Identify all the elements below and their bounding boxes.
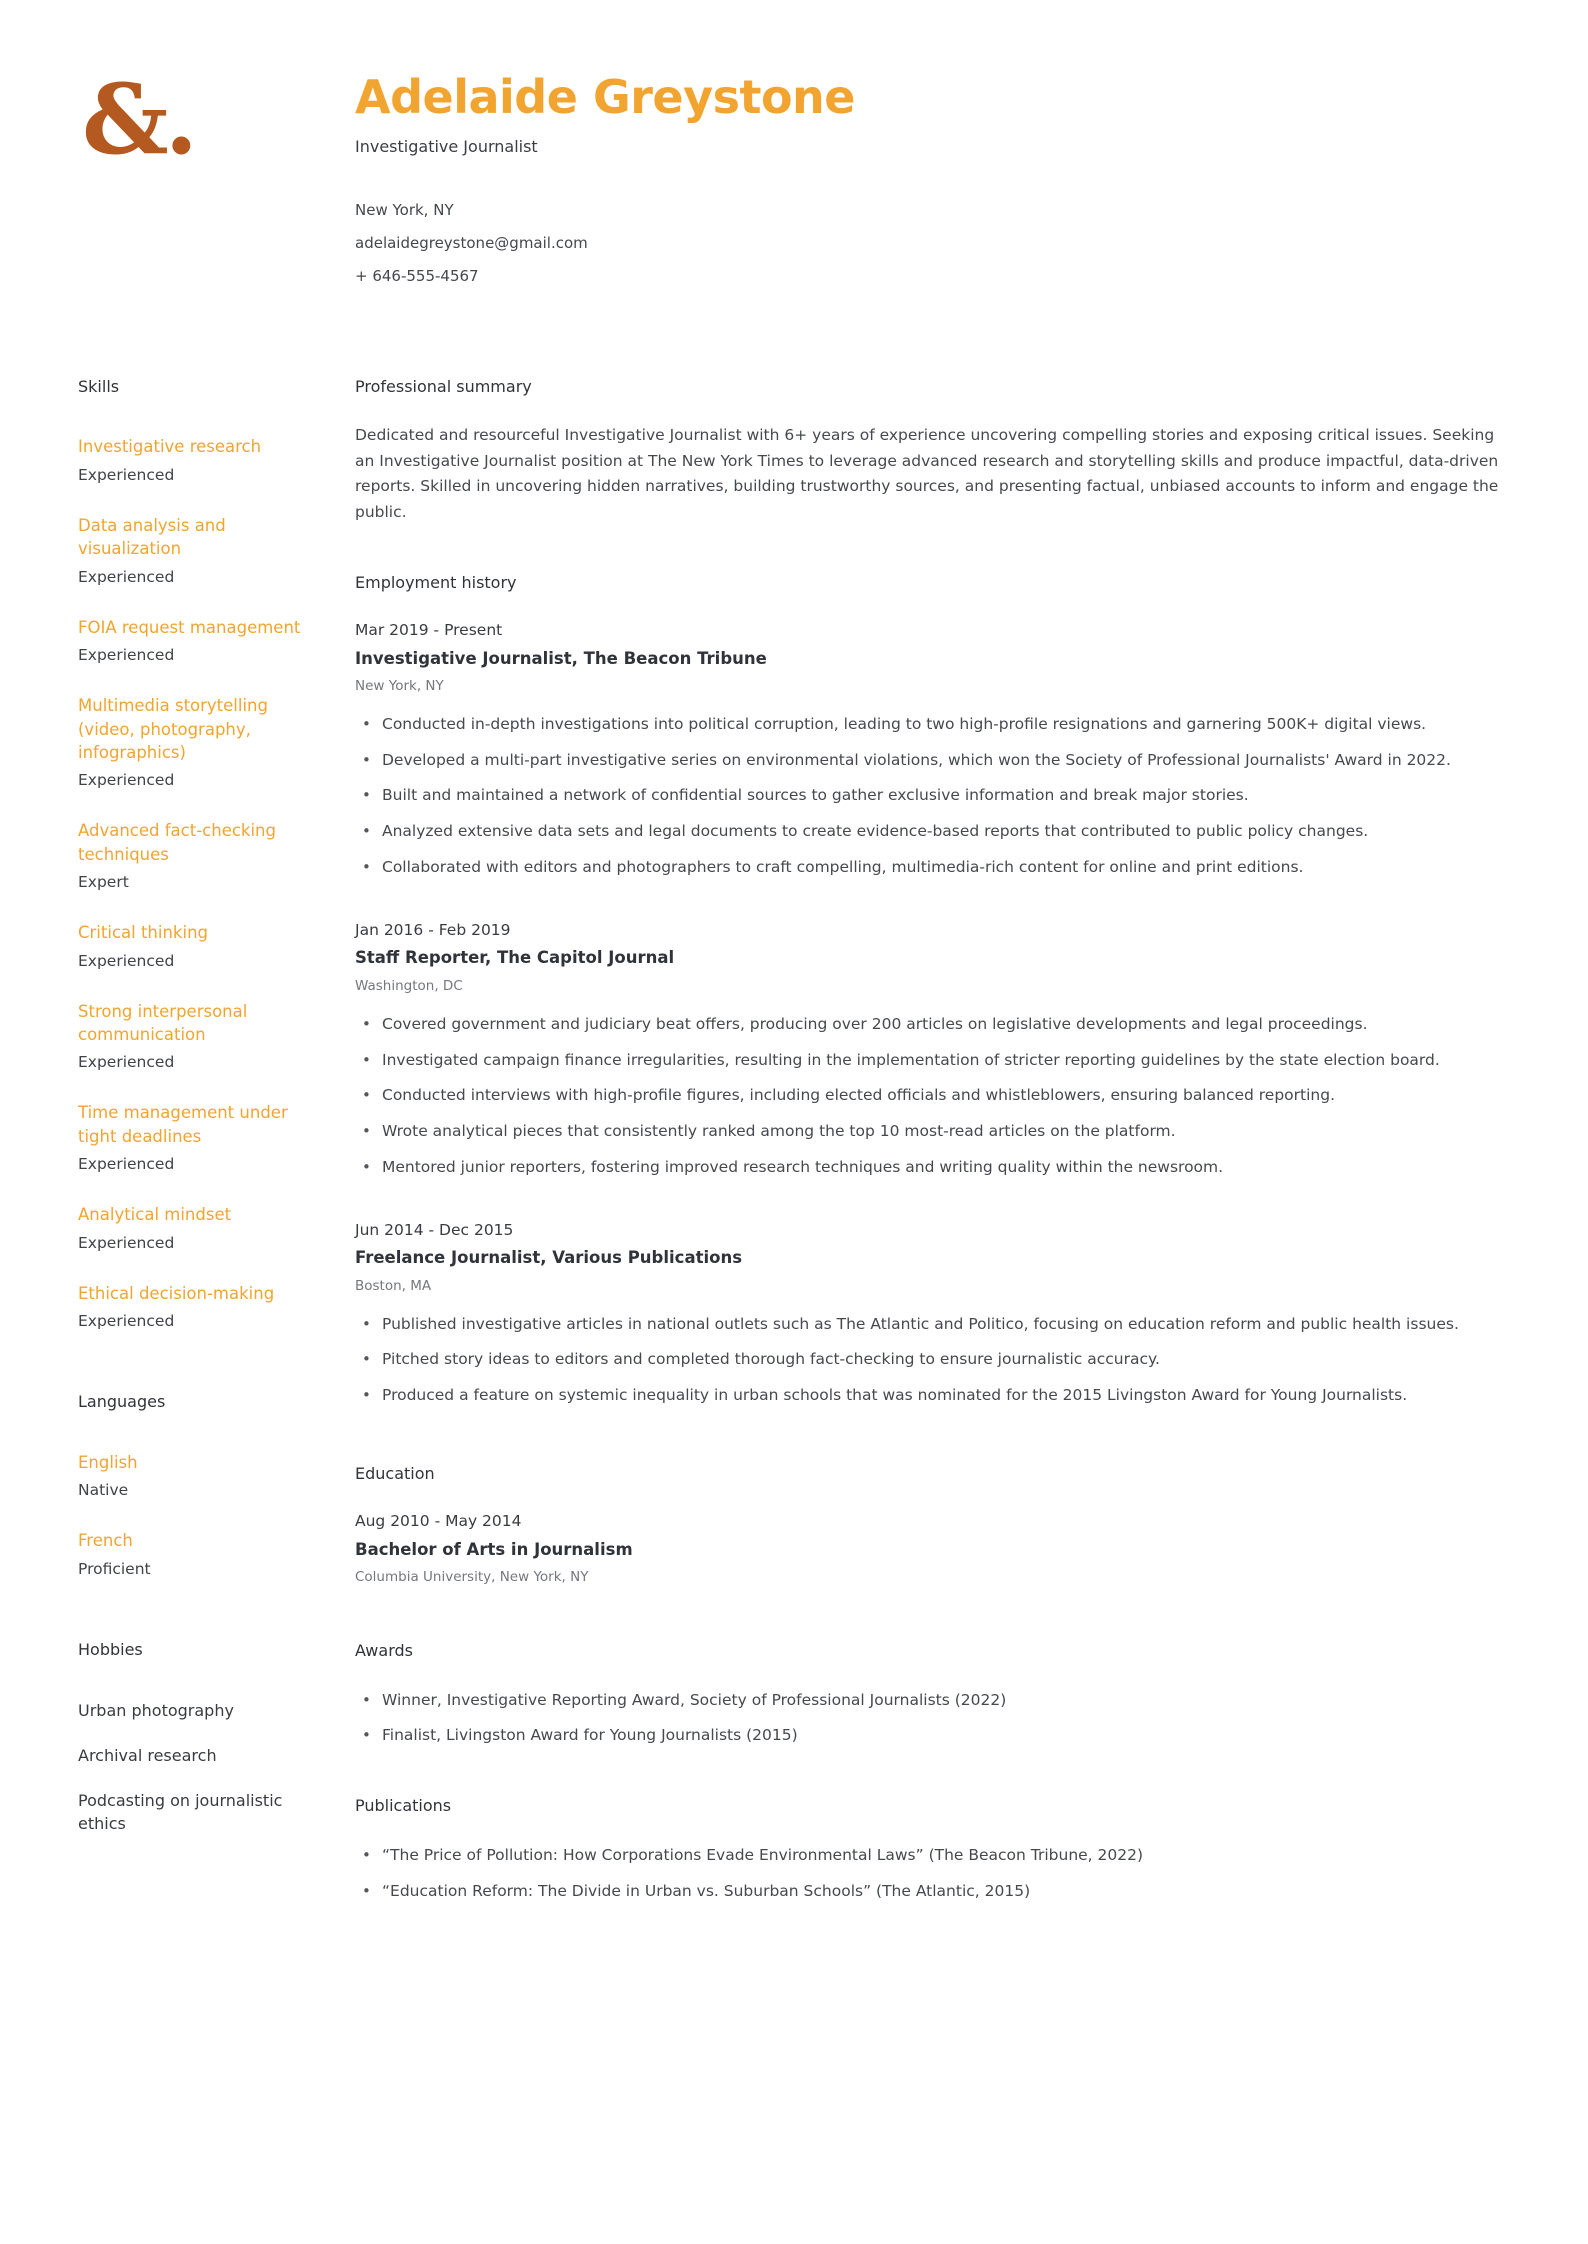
education-degree: Bachelor of Arts in Journalism xyxy=(355,1539,633,1559)
skill-item xyxy=(78,1282,320,1330)
bullet-item: • Covered government and judiciary beat offers, producing over 200 articles on legislative developments and legal proceedings. xyxy=(355,1012,1510,1037)
skill-name: Data analysis and visualization xyxy=(78,515,226,559)
awards-list xyxy=(355,1688,1510,1749)
job-location: Washington, DC xyxy=(355,977,463,994)
education-list xyxy=(355,1511,1510,1585)
contact-block xyxy=(355,200,1510,287)
job-entry xyxy=(355,1220,1510,1408)
job-bullets xyxy=(355,1312,1510,1408)
languages-heading: Languages xyxy=(78,1392,166,1412)
skill-level: Experienced xyxy=(78,1053,175,1072)
bullet-item: • Mentored junior reporters, fostering improved research techniques and writing quality within the newsroom. xyxy=(355,1155,1510,1180)
skill-name: Advanced fact-checking techniques xyxy=(78,821,276,864)
job-title: Freelance Journalist, Various Publications xyxy=(355,1248,743,1268)
skill-level: Experienced xyxy=(78,465,175,484)
skill-level: Experienced xyxy=(78,1155,175,1174)
skill-level: Expert xyxy=(78,873,129,892)
skill-item xyxy=(78,1451,320,1499)
skill-name: French xyxy=(78,1531,133,1551)
job-location: New York, NY xyxy=(355,677,444,694)
publications-list xyxy=(355,1843,1510,1904)
skills-heading: Skills xyxy=(78,376,120,396)
bullet-item: • “The Price of Pollution: How Corporations Evade Environmental Laws” (The Beacon Tribune, 2022) xyxy=(355,1843,1510,1868)
job-title: Investigative Journalist, The Beacon Tribune xyxy=(355,648,767,668)
hobby-item: Podcasting on journalistic ethics xyxy=(78,1790,283,1834)
skill-item xyxy=(78,694,320,789)
hobby-item: Urban photography xyxy=(78,1700,234,1720)
education-section xyxy=(355,1464,1510,1585)
job-entry xyxy=(355,920,1510,1180)
job-title: Staff Reporter, The Capitol Journal xyxy=(355,948,675,968)
education-dates: Aug 2010 - May 2014 xyxy=(355,1511,522,1530)
skill-name: FOIA request management xyxy=(78,617,301,637)
job-location: Boston, MA xyxy=(355,1277,432,1294)
skill-item xyxy=(78,921,320,969)
awards-heading: Awards xyxy=(355,1640,413,1660)
skill-item xyxy=(78,616,320,664)
content xyxy=(78,377,1510,1915)
skill-item xyxy=(78,1000,320,1072)
header xyxy=(78,63,1510,299)
education-heading: Education xyxy=(355,1464,435,1484)
skill-level: Experienced xyxy=(78,1233,175,1252)
employment-heading: Employment history xyxy=(355,573,517,593)
bullet-item: • Developed a multi-part investigative series on environmental violations, which won the Society of Professional Journalists' Award in 2022. xyxy=(355,748,1510,773)
skill-item xyxy=(78,819,320,891)
bullet-item: • Analyzed extensive data sets and legal documents to create evidence-based reports that contributed to public policy changes. xyxy=(355,819,1510,844)
contact-phone: + 646-555-4567 xyxy=(355,266,479,285)
job-dates: Jan 2016 - Feb 2019 xyxy=(355,920,511,939)
skills-list xyxy=(78,435,320,1330)
job-entry xyxy=(355,620,1510,880)
candidate-name: Adelaide Greystone xyxy=(355,70,855,124)
bullet-item: • Conducted in-depth investigations into political corruption, leading to two high-profile resignations and garnering 500K+ digital views. xyxy=(355,712,1510,737)
bullet-item: • Winner, Investigative Reporting Award, Society of Professional Journalists (2022) xyxy=(355,1688,1510,1713)
languages-section xyxy=(78,1392,320,1578)
candidate-title: Investigative Journalist xyxy=(355,136,538,156)
skill-name: Investigative research xyxy=(78,437,262,457)
summary-text: Dedicated and resourceful Investigative Journalist with 6+ years of experience uncovering compelling stories and exposing critical issues. Seeking an Investigative Journalist position at The New York Times to leverage advanced research and storytelling skills and produce impactful, data-driven reports. Skilled in uncovering hidden narratives, building trustworthy sources, and presenting factual, unbiased accounts to inform and engage the public. xyxy=(355,426,1499,521)
summary-heading: Professional summary xyxy=(355,376,532,396)
skill-name: Strong interpersonal communication xyxy=(78,1001,248,1045)
skill-level: Proficient xyxy=(78,1559,151,1578)
logo-cell xyxy=(78,63,320,299)
job-dates: Mar 2019 - Present xyxy=(355,620,503,639)
main-content xyxy=(355,377,1510,1915)
education-entry xyxy=(355,1511,1510,1585)
bullet-item: • Pitched story ideas to editors and completed thorough fact-checking to ensure journalistic accuracy. xyxy=(355,1347,1510,1372)
header-text xyxy=(355,72,1510,299)
skill-item xyxy=(78,514,320,586)
job-bullets xyxy=(355,1012,1510,1180)
hobbies-heading: Hobbies xyxy=(78,1639,143,1659)
bullet-item: • Produced a feature on systemic inequality in urban schools that was nominated for the 2015 Livingston Award for Young Journalists. xyxy=(355,1383,1510,1408)
summary-section xyxy=(355,377,1510,525)
jobs-list xyxy=(355,620,1510,1408)
skill-name: Analytical mindset xyxy=(78,1205,232,1225)
bullet-item: • Wrote analytical pieces that consistently ranked among the top 10 most-read articles on the platform. xyxy=(355,1119,1510,1144)
bullet-item: • Investigated campaign finance irregularities, resulting in the implementation of stricter reporting guidelines by the state election board. xyxy=(355,1048,1510,1073)
bullet-item: • “Education Reform: The Divide in Urban vs. Suburban Schools” (The Atlantic, 2015) xyxy=(355,1879,1510,1904)
publications-heading: Publications xyxy=(355,1796,452,1816)
ampersand-logo-icon: &. xyxy=(82,63,195,176)
skill-level: Experienced xyxy=(78,951,175,970)
bullet-item: • Collaborated with editors and photographers to craft compelling, multimedia-rich content for online and print editions. xyxy=(355,855,1510,880)
skill-item xyxy=(78,1101,320,1173)
skill-item xyxy=(78,1529,320,1577)
skills-section xyxy=(78,377,320,1331)
skill-name: English xyxy=(78,1452,138,1472)
skill-level: Experienced xyxy=(78,646,175,665)
skill-item xyxy=(78,1203,320,1251)
skill-item xyxy=(78,435,320,483)
skill-level: Experienced xyxy=(78,1312,175,1331)
bullet-item: • Published investigative articles in national outlets such as The Atlantic and Politico, focusing on education reform and public health issues. xyxy=(355,1312,1510,1337)
sidebar xyxy=(78,377,320,1915)
skill-name: Ethical decision-making xyxy=(78,1283,275,1303)
bullet-item: • Built and maintained a network of confidential sources to gather exclusive information and break major stories. xyxy=(355,783,1510,808)
languages-list xyxy=(78,1451,320,1578)
skill-name: Multimedia storytelling (video, photography, infographics) xyxy=(78,696,268,762)
job-dates: Jun 2014 - Dec 2015 xyxy=(355,1220,514,1239)
skill-level: Experienced xyxy=(78,771,175,790)
hobbies-list xyxy=(78,1699,320,1836)
education-school: Columbia University, New York, NY xyxy=(355,1568,589,1585)
publications-section xyxy=(355,1796,1510,1903)
awards-section xyxy=(355,1641,1510,1748)
skill-level: Experienced xyxy=(78,567,175,586)
skill-level: Native xyxy=(78,1481,129,1500)
employment-section xyxy=(355,573,1510,1408)
bullet-item: • Finalist, Livingston Award for Young Journalists (2015) xyxy=(355,1723,1510,1748)
skill-name: Time management under tight deadlines xyxy=(78,1103,288,1146)
contact-email: adelaidegreystone@gmail.com xyxy=(355,233,588,252)
bullet-item: • Conducted interviews with high-profile figures, including elected officials and whistleblowers, ensuring balanced reporting. xyxy=(355,1083,1510,1108)
contact-location: New York, NY xyxy=(355,200,454,219)
hobby-item: Archival research xyxy=(78,1745,217,1765)
job-bullets xyxy=(355,712,1510,880)
skill-name: Critical thinking xyxy=(78,923,208,943)
hobbies-section xyxy=(78,1640,320,1836)
